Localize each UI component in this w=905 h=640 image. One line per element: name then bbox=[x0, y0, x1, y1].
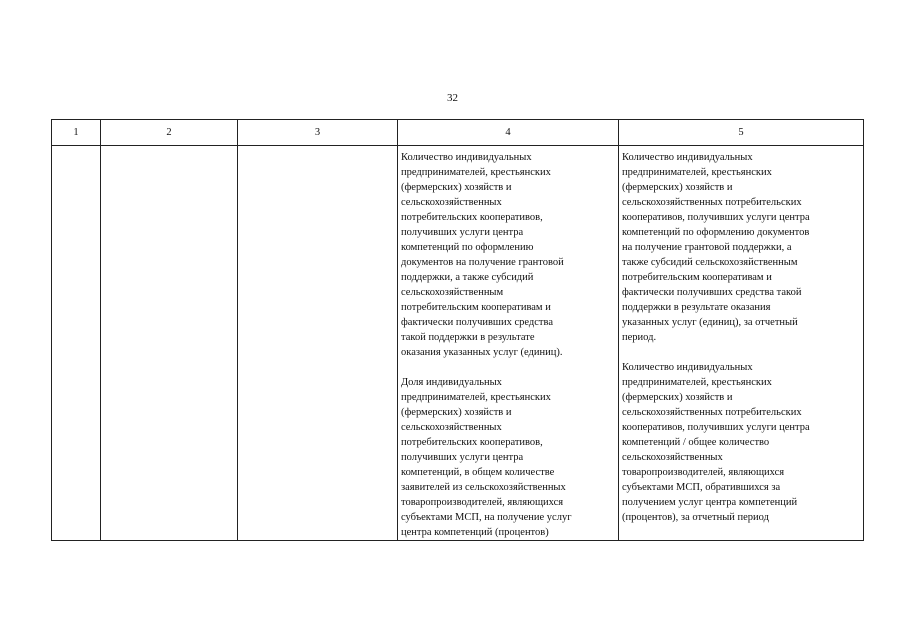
indicator-name-share: Доля индивидуальных предпринимателей, крестьянских (фермерских) хозяйств и сельскохозяйственных потребительских кооперативов, получивших услуги центра компетенций, в общем количестве заявителей из сельскохозяйственных товаропроизводителей, являющихся субъектами МСП, на получение услуг центра компетенций (процентов) bbox=[401, 377, 572, 538]
header-col-3: 3 bbox=[238, 120, 398, 146]
header-col-2: 2 bbox=[101, 120, 238, 146]
cell-col-4 bbox=[398, 146, 619, 541]
indicator-method-count: Количество индивидуальных предпринимателей, крестьянских (фермерских) хозяйств и сельскохозяйственных потребительских кооперативов, получивших услуги центра компетенций по оформлению документов на получение грантовой поддержки, а также субсидий сельскохозяйственным потребительским кооперативам и фактически получивших средства такой поддержки в результате оказания указанных услуг (единиц), за отчетный период. bbox=[622, 152, 810, 343]
header-col-5: 5 bbox=[619, 120, 864, 146]
header-col-4: 4 bbox=[398, 120, 619, 146]
indicator-method-share: Количество индивидуальных предпринимателей, крестьянских (фермерских) хозяйств и сельскохозяйственных потребительских кооперативов, получивших услуги центра компетенций / общее количество сельскохозяйственных товаропроизводителей, являющихся субъектами МСП, обратившихся за получением услуг центра компетенций (процентов), за отчетный период bbox=[622, 362, 810, 523]
table-row bbox=[52, 146, 864, 541]
cell-col-2 bbox=[101, 146, 238, 541]
document-table bbox=[51, 119, 864, 541]
table-header-row bbox=[52, 120, 864, 146]
cell-col-3 bbox=[238, 146, 398, 541]
page-number: 32 bbox=[447, 92, 458, 104]
header-col-1: 1 bbox=[52, 120, 101, 146]
cell-col-5 bbox=[619, 146, 864, 541]
indicator-name-count: Количество индивидуальных предпринимателей, крестьянских (фермерских) хозяйств и сельскохозяйственных потребительских кооперативов, получивших услуги центра компетенций по оформлению документов на получение грантовой поддержки, а также субсидий сельскохозяйственным потребительским кооперативам и фактически получивших средства такой поддержки в результате оказания указанных услуг (единиц). bbox=[401, 152, 564, 358]
cell-col-1 bbox=[52, 146, 101, 541]
